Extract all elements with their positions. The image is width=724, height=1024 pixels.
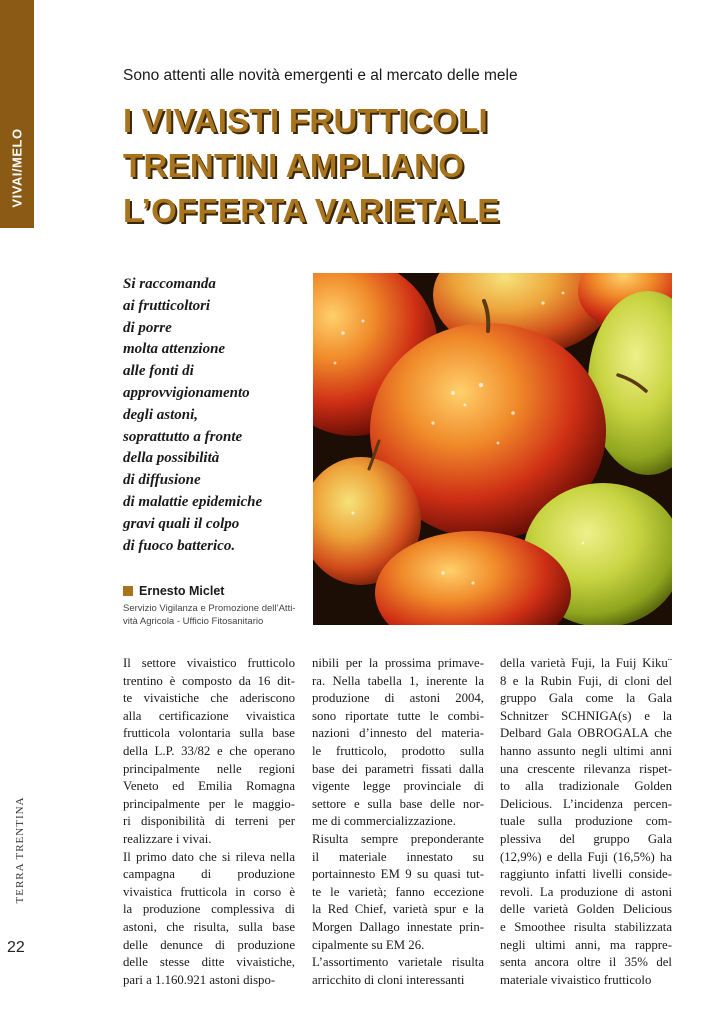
body-line: astoni, che risulta, sulla base [123, 919, 295, 934]
lead-line: di porre [123, 319, 172, 336]
body-line: ra. Nella tabella 1, inerente la [312, 673, 484, 688]
body-line: me di commercializzazione. [312, 814, 456, 829]
body-line: e Smoothee risulta stabilizzata [500, 919, 672, 934]
lead-line: di malattie epidemiche [123, 493, 263, 510]
headline [123, 98, 683, 233]
body-line: revoli. La produzione di astoni [500, 884, 672, 899]
kicker: Sono attenti alle novità emergenti e al mercato delle mele [123, 67, 518, 84]
page-number: 22 [7, 939, 25, 956]
body-line: della L.P. 33/82 e che operano [123, 743, 295, 758]
body-line: vigente legge provinciale di [312, 779, 484, 794]
section-tab: VIVAI/MELO [0, 0, 34, 228]
body-line: delle denunce di produzione [123, 937, 295, 952]
body-line: base dei parametri fissati dalla [312, 761, 484, 776]
body-line: la Red Chief, varietà spur e la [312, 902, 484, 917]
body-line: ri disponibilità di terreni per [123, 814, 295, 829]
author-affiliation: Servizio Vigilanza e Promozione dell’Atti- vità Agricola - Ufficio Fitosanitario [123, 603, 296, 627]
body-line: il materiale innestato su [312, 849, 484, 864]
body-line: la produzione complessiva di [123, 902, 295, 917]
body-line: delle stesse ditte vivaistiche, [123, 955, 295, 970]
body-line: Il settore vivaistico frutticolo [123, 656, 295, 670]
lead-line: di diffusione [123, 472, 201, 489]
body-line: campagna di produzione [123, 867, 295, 882]
body-line: le frutticolo, prodotto sulla [312, 743, 484, 758]
body-column-3 [500, 655, 672, 989]
body-line: Il primo dato che si rileva nella [123, 849, 295, 864]
lead-line: degli astoni, [123, 406, 199, 423]
lead-line: della possibilità [123, 450, 220, 467]
body-line: produzione di astoni 2004, [312, 691, 484, 706]
body-column-2 [312, 655, 484, 989]
body-line: 8 e la Rubin Fuji, di cloni del [500, 673, 672, 688]
body-line: una crescente rilevanza rispet- [500, 761, 672, 776]
body-line: Delbard Gala OBROGALA che [500, 726, 672, 741]
body-line: L’assortimento varietale risulta [312, 955, 484, 970]
lead-line: di fuoco batterico. [123, 537, 236, 554]
body-line: sono riportate tutte le combi- [312, 708, 484, 723]
body-line: Morgen Dallago innestate prin- [312, 919, 484, 934]
body-line: materiale vivaistico frutticolo [500, 972, 652, 987]
square-bullet-icon [123, 586, 133, 596]
body-line: senta ancora oltre il 35% del [500, 955, 672, 970]
body-line: trentino è composto da 16 dit- [123, 673, 295, 688]
body-column-1 [123, 655, 295, 989]
body-line: Risulta sempre preponderante [312, 831, 484, 846]
body-line: realizzare i vivai. [123, 831, 212, 846]
lead-line: soprattutto a fronte [123, 428, 243, 445]
magazine-name: TERRA TRENTINA [14, 796, 26, 904]
body-line: principalmente per le maggio- [123, 796, 295, 811]
body-line: principalmente nelle regioni [123, 761, 295, 776]
body-line: te le varietà; fanno eccezione [312, 884, 484, 899]
body-line: Delicious. L’incidenza percen- [500, 796, 672, 811]
lead-line: molta attenzione [123, 341, 226, 358]
body-line: nibili per la prossima primave- [312, 656, 484, 670]
body-line: delle varietà Golden Delicious [500, 902, 672, 917]
body-line: della varietà Fuji, la Fuij Kiku¨ [500, 656, 672, 670]
body-line: raggiunto infatti livelli conside- [500, 867, 672, 882]
lead-line: ai frutticoltori [123, 297, 211, 314]
body-line: nazioni d’innesto del materia- [312, 726, 484, 741]
body-line: to alla tradizionale Golden [500, 779, 672, 794]
body-line: vivaistica frutticola in corso è [123, 884, 295, 899]
headline-line: L’OFFERTA VARIETALE [123, 192, 500, 229]
author-name: Ernesto Miclet [123, 584, 308, 598]
body-line: tuale sulla produzione com- [500, 814, 672, 829]
body-line: arricchito di cloni interessanti [312, 972, 465, 987]
body-line: cipalmente su EM 26. [312, 937, 425, 952]
lead-line: approvvigionamento [123, 384, 250, 401]
headline-line: TRENTINI AMPLIANO [123, 147, 465, 184]
body-line: plessiva del gruppo Gala [500, 831, 672, 846]
headline-line: I VIVAISTI FRUTTICOLI [123, 102, 489, 139]
body-line: alla certificazione vivaistica [123, 708, 295, 723]
body-line: pari a 1.160.921 astoni dispo- [123, 972, 276, 987]
apples-photo [313, 273, 672, 625]
lead-line: Si raccomanda [123, 276, 216, 292]
body-line: settore e sulla base delle nor- [312, 796, 484, 811]
body-line: negli ultimi anni, ma rappre- [500, 937, 672, 952]
lead-line: alle fonti di [123, 363, 194, 380]
body-line: frutticola volontaria sulla base [123, 726, 295, 741]
body-line: hanno assunto negli ultimi anni [500, 743, 672, 758]
body-line: portainnesto EM 9 su quasi tut- [312, 867, 484, 882]
body-line: (12,9%) e della Fuji (16,5%) ha [500, 849, 672, 864]
lead-line: gravi quali il colpo [123, 515, 240, 532]
body-line: gruppo Gala come la Gala [500, 691, 672, 706]
lead-paragraph [123, 274, 303, 557]
body-line: Veneto ed Emilia Romagna [123, 779, 295, 794]
apples-image [313, 273, 672, 625]
body-line: te vivaistiche che aderiscono [123, 691, 295, 706]
body-line: Schnitzer SCHNIGA(s) e la [500, 708, 672, 723]
author-block [123, 584, 308, 628]
